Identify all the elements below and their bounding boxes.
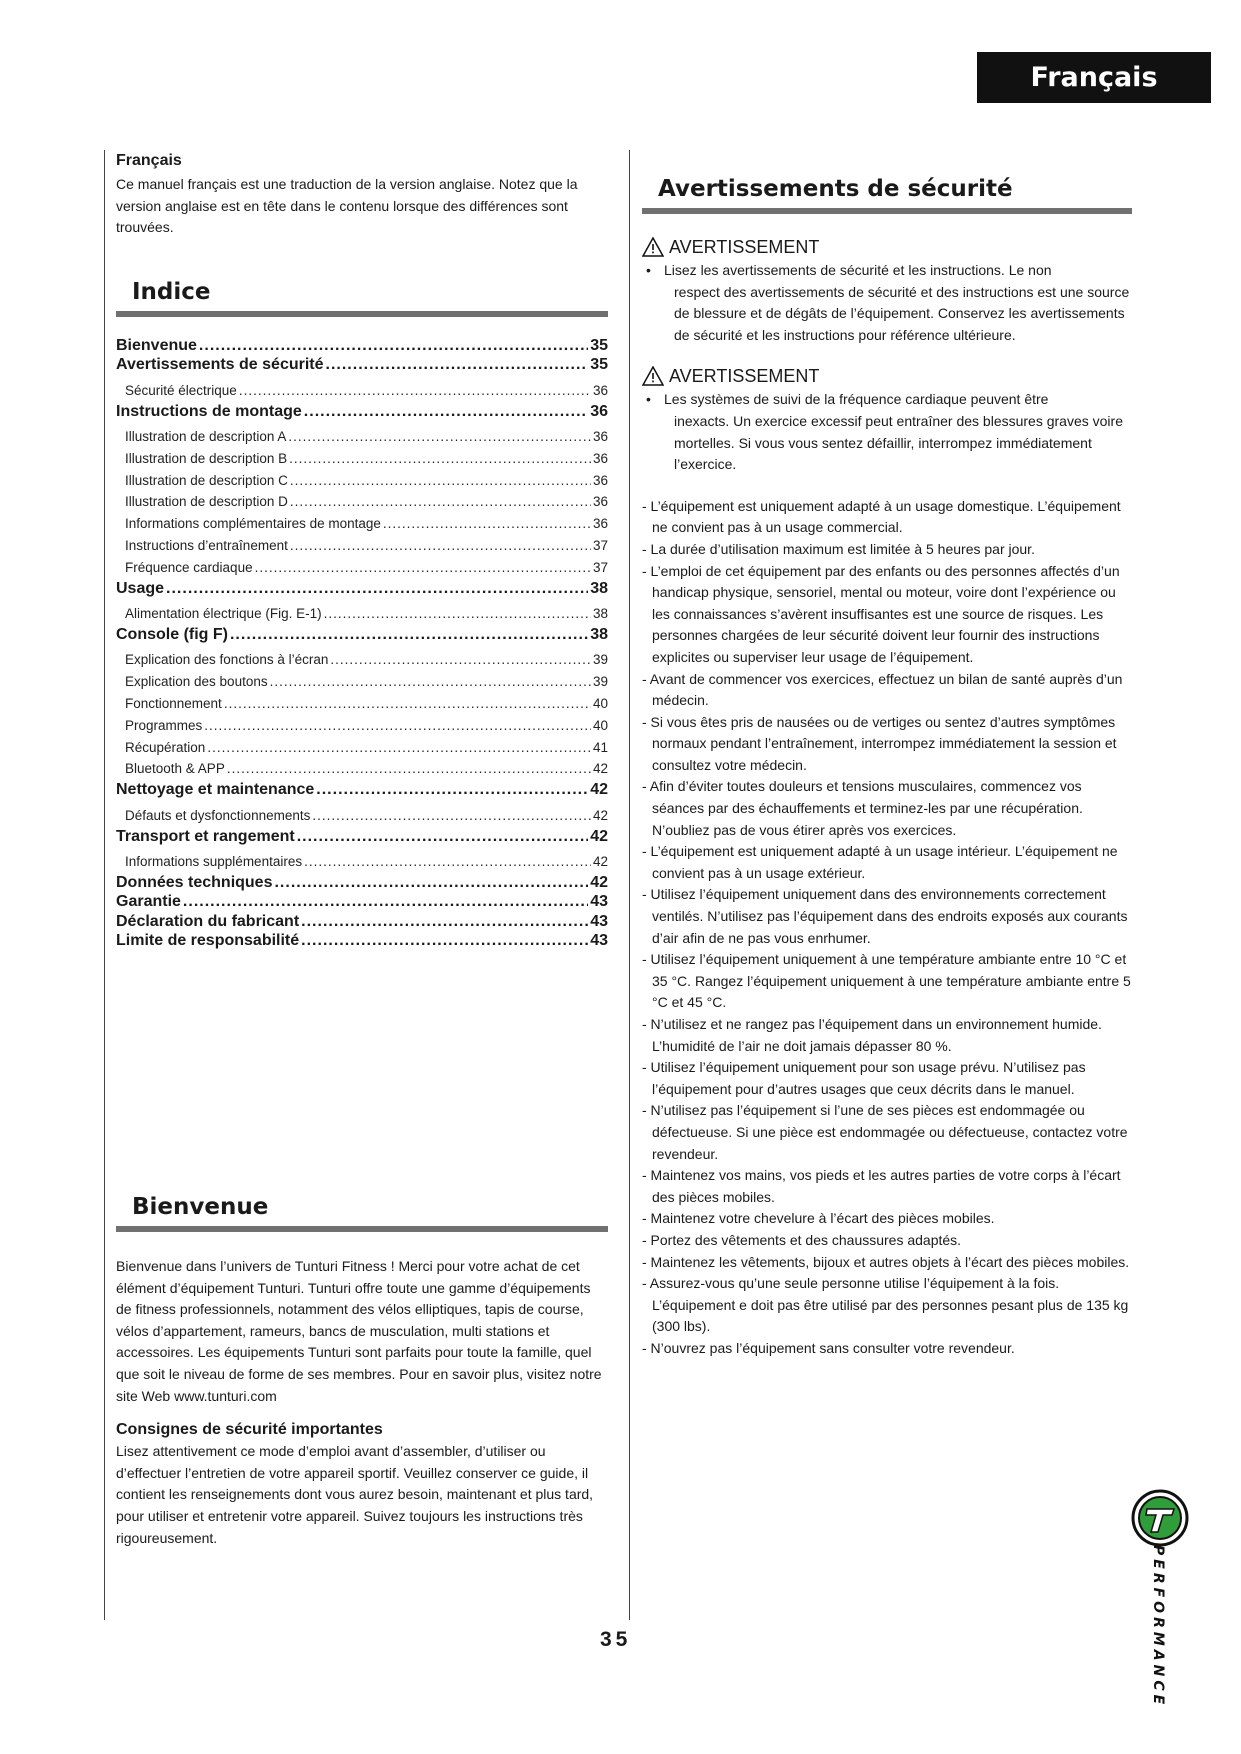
toc-leader-dots: [383, 513, 591, 535]
right-column: [642, 170, 1132, 1360]
toc-entry-sub[interactable]: [116, 535, 608, 557]
toc-entry-sub[interactable]: [116, 693, 608, 715]
toc-entry-label: Instructions d’entraînement: [125, 538, 288, 554]
toc-leader-dots: [330, 649, 591, 671]
safety-item: - Si vous êtes pris de nausées ou de vertiges ou sentez d’autres symptômes normaux pendant l’entraînement, interrompez immédiatement la session et consultez votre médecin.: [642, 713, 1117, 773]
tunturi-logo: [1130, 1488, 1190, 1553]
toc-entry-page: 42: [592, 854, 608, 870]
toc-entry-sub[interactable]: [116, 758, 608, 780]
toc-entry-label: Défauts et dysfonctionnements: [125, 807, 311, 823]
toc-section: [116, 273, 608, 951]
column-divider: [629, 150, 630, 1620]
toc-entry-label: Usage: [116, 579, 165, 597]
toc-entry-label: Illustration de description D: [125, 494, 288, 510]
toc-entry-label: Explication des fonctions à l’écran: [125, 652, 329, 668]
safety-item: - La durée d’utilisation maximum est limitée à 5 heures par jour.: [642, 540, 1035, 557]
bullet-dot: •: [646, 262, 651, 278]
warning-heading: [642, 235, 1132, 259]
toc-entry-sub[interactable]: [116, 851, 608, 873]
toc-entry-label: Alimentation électrique (Fig. E-1): [125, 606, 322, 622]
toc-entry-label: Déclaration du fabricant: [116, 912, 300, 930]
toc-entry-label: Sécurité électrique: [125, 382, 237, 398]
safety-item: - N’ouvrez pas l’équipement sans consulter votre revendeur.: [642, 1339, 1015, 1356]
toc-entry-main[interactable]: [116, 625, 608, 645]
toc-entry-page: 40: [592, 696, 608, 712]
toc-entry-page: 42: [590, 873, 608, 891]
toc-entry-sub[interactable]: [116, 603, 608, 625]
toc-entry-label: Informations complémentaires de montage: [125, 516, 381, 532]
intro-text: Ce manuel français est une traduction de la version anglaise. Notez que la version anglaise est en tête dans le contenu lorsque des différences sont trouvées.: [116, 176, 578, 236]
toc-entry-sub[interactable]: [116, 513, 608, 535]
toc-entry-page: 39: [592, 674, 608, 690]
toc-entry-main[interactable]: [116, 780, 608, 800]
toc-leader-dots: [290, 470, 591, 492]
toc-leader-dots: [297, 827, 589, 847]
toc-entry-page: 40: [592, 717, 608, 733]
welcome-title: Bienvenue: [116, 1188, 608, 1232]
safety-title: Avertissements de sécurité: [642, 170, 1132, 214]
toc-title: Indice: [116, 273, 608, 317]
safety-item: - L’emploi de cet équipement par des enfants ou des personnes affectés d’un handicap physique, sensoriel, mental ou moteur, voire dont l’expérience ou les connaissances s’avèrent insuffisantes est une source de risques. Les personnes chargées de leur sécurité doivent leur fournir des instructions explicites ou superviser leur usage de l’équipement.: [642, 562, 1120, 665]
toc-entry-sub[interactable]: [116, 380, 608, 402]
safety-items-list: [642, 496, 1132, 1360]
toc-leader-dots: [183, 892, 588, 912]
safety-item: - Portez des vêtements et des chaussures adaptés.: [642, 1231, 962, 1248]
warning-text-first-line: Les systèmes de suivi de la fréquence cardiaque peuvent être: [664, 391, 1049, 408]
warnings-block: [642, 235, 1132, 476]
toc-entry-page: 36: [592, 382, 608, 398]
toc-leader-dots: [312, 805, 591, 827]
intro-title: Français: [116, 152, 182, 169]
toc-entry-main[interactable]: [116, 912, 608, 932]
safety-item: - L’équipement est uniquement adapté à un usage domestique. L’équipement ne convient pas à un usage commercial.: [642, 497, 1121, 536]
toc-entry-sub[interactable]: [116, 737, 608, 759]
toc-entry-main[interactable]: [116, 931, 608, 951]
safety-item: - Maintenez vos mains, vos pieds et les autres parties de votre corps à l’écart des pièces mobiles.: [642, 1167, 1121, 1205]
toc-leader-dots: [166, 579, 588, 599]
performance-wordmark: PERFORMANCE: [1150, 1545, 1166, 1709]
warning-text-first-line: Lisez les avertissements de sécurité et les instructions. Le non: [664, 262, 1052, 278]
warning-block: [642, 235, 1132, 346]
toc-entry-label: Console (fig F): [116, 625, 228, 643]
toc-leader-dots: [290, 491, 591, 513]
toc-leader-dots: [301, 912, 588, 932]
warning-heading-text: AVERTISSEMENT: [669, 365, 820, 386]
safety-item: - Utilisez l’équipement uniquement à une température ambiante entre 10 °C et 35 °C. Rangez l’équipement uniquement à une température ambiante entre 5 °C et 45 °C.: [642, 951, 1131, 1011]
toc-leader-dots: [304, 402, 588, 422]
toc-entry-sub[interactable]: [116, 470, 608, 492]
toc-entry-label: Récupération: [125, 739, 206, 755]
toc-leader-dots: [304, 851, 591, 873]
warning-block: [642, 364, 1132, 475]
toc-leader-dots: [288, 426, 591, 448]
toc-entry-label: Fréquence cardiaque: [125, 559, 253, 575]
toc-leader-dots: [239, 380, 591, 402]
safety-item: - N’utilisez et ne rangez pas l’équipement dans un environnement humide. L’humidité de l’air ne doit jamais dépasser 80 %.: [642, 1016, 1102, 1054]
toc-entry-sub[interactable]: [116, 426, 608, 448]
safety-item: - Avant de commencer vos exercices, effectuez un bilan de santé auprès d’un médecin.: [642, 670, 1123, 709]
toc-leader-dots: [204, 715, 591, 737]
warning-bullet: [642, 260, 1132, 346]
warning-text-rest: inexacts. Un exercice excessif peut entraîner des blessures graves voire mortelles. Si vous vous sentez défaillir, interrompez immédiatement l’exercice.: [674, 412, 1123, 473]
toc-leader-dots: [227, 758, 591, 780]
toc-entry-label: Limite de responsabilité: [116, 932, 300, 950]
toc-entry-sub[interactable]: [116, 448, 608, 470]
toc-entry-label: Illustration de description A: [125, 429, 287, 445]
toc-leader-dots: [326, 355, 589, 375]
toc-entry-label: Fonctionnement: [125, 696, 222, 712]
tunturi-t-icon: [1130, 1488, 1190, 1548]
toc-entry-page: 38: [590, 579, 608, 597]
welcome-paragraph: Bienvenue dans l’univers de Tunturi Fitness ! Merci pour votre achat de cet élément d’équipement Tunturi. Tunturi offre toute une gamme d’équipements de fitness professionnels, notamment des vélos elliptiques, tapis de course, vélos d’appartement, rameurs, bancs de musculation, multi stations et accessoires. Les équipements Tunturi sont parfaits pour toute la famille, quel que soit le niveau de forme de ses membres. Pour en savoir plus, visitez notre site Web www.tunturi.com: [116, 1258, 602, 1404]
toc-entry-page: 37: [592, 559, 608, 575]
toc-entry-label: Illustration de description B: [125, 450, 288, 466]
safety-instructions-text: Lisez attentivement ce mode d’emploi avant d’assembler, d’utiliser ou d’effectuer l’entretien de votre appareil sportif. Veuillez conserver ce guide, il contient les renseignements dont vous aurez besoin, maintenant et plus tard, pour utiliser et entretenir votre appareil. Suivez toujours les instructions très rigoureusement.: [116, 1443, 594, 1546]
toc-entry-page: 42: [592, 761, 608, 777]
warning-triangle-icon: [642, 237, 664, 257]
page-number: 35: [600, 1628, 632, 1651]
toc-entry-page: 43: [590, 893, 608, 911]
warning-text-rest: respect des avertissements de sécurité et des instructions est une source de blessure et de dégâts de l’équipement. Conservez les avertissements de sécurité et les instructions pour référence ultérieure.: [674, 283, 1130, 343]
welcome-section: [116, 1188, 608, 1549]
toc-entry-label: Instructions de montage: [116, 402, 302, 420]
toc-entry-label: Avertissements de sécurité: [116, 356, 324, 374]
toc-entry-label: Données techniques: [116, 873, 273, 891]
safety-item: - L’équipement est uniquement adapté à un usage intérieur. L’équipement ne convient pas à un usage extérieur.: [642, 843, 1118, 881]
toc-entry-sub[interactable]: [116, 805, 608, 827]
left-column: [116, 150, 608, 951]
toc-entry-label: Bluetooth & APP: [125, 761, 225, 777]
toc-entry-page: 36: [590, 402, 608, 420]
toc-entry-main[interactable]: [116, 336, 608, 356]
toc-entry-page: 41: [592, 739, 608, 755]
toc-entry-page: 36: [592, 494, 608, 510]
safety-item: - N’utilisez pas l’équipement si l’une de ses pièces est endommagée ou défectueuse. Si une pièce est endommagée ou défectueuse, contactez votre revendeur.: [642, 1102, 1128, 1162]
toc-entry-page: 43: [590, 932, 608, 950]
toc-leader-dots: [289, 448, 591, 470]
toc-entry-page: 36: [592, 516, 608, 532]
toc-leader-dots: [270, 671, 591, 693]
toc-entry-label: Bienvenue: [116, 336, 197, 354]
toc-entry-page: 36: [592, 429, 608, 445]
toc-entry-page: 43: [590, 912, 608, 930]
toc-leader-dots: [316, 780, 588, 800]
toc-entry-sub[interactable]: [116, 671, 608, 693]
toc-leader-dots: [207, 737, 591, 759]
warning-heading: [642, 364, 1132, 388]
toc-entry-page: 38: [592, 606, 608, 622]
toc-leader-dots: [290, 535, 591, 557]
toc-entry-sub[interactable]: [116, 715, 608, 737]
safety-item: - Utilisez l’équipement uniquement pour son usage prévu. N’utilisez pas l’équipement pour d’autres usages que ceux décrits dans le manuel.: [642, 1059, 1086, 1097]
bullet-dot: •: [646, 391, 651, 408]
toc-entry-label: Informations supplémentaires: [125, 854, 303, 870]
toc-leader-dots: [274, 873, 588, 893]
toc-entry-page: 36: [592, 450, 608, 466]
toc-entry-page: 38: [590, 625, 608, 643]
safety-item: - Utilisez l’équipement uniquement dans des environnements correctement ventilés. N’utilisez pas l’équipement dans des endroits exposés aux courants d’air afin de ne pas vous enrhumer.: [642, 886, 1128, 946]
toc-entry-label: Transport et rangement: [116, 827, 295, 845]
warning-heading-text: AVERTISSEMENT: [669, 236, 820, 257]
toc-entry-label: Garantie: [116, 893, 181, 911]
intro-section: [116, 150, 608, 239]
toc-entry-main[interactable]: [116, 873, 608, 893]
toc-entry-main[interactable]: [116, 579, 608, 599]
toc-leader-dots: [230, 625, 588, 645]
safety-item: - Assurez-vous qu’une seule personne utilise l’équipement à la fois. L’équipement e doit pas être utilisé par des personnes pesant plus de 135 kg (300 lbs).: [642, 1275, 1129, 1335]
toc-leader-dots: [301, 931, 588, 951]
safety-item: - Maintenez votre chevelure à l’écart des pièces mobiles.: [642, 1210, 995, 1227]
toc-entry-main[interactable]: [116, 402, 608, 422]
toc-entry-main[interactable]: [116, 892, 608, 912]
toc-entry-page: 35: [590, 356, 608, 374]
toc-entry-page: 39: [592, 652, 608, 668]
toc-leader-dots: [324, 603, 591, 625]
toc-entry-label: Nettoyage et maintenance: [116, 781, 315, 799]
safety-instructions-title: Consignes de sécurité importantes: [116, 1421, 383, 1439]
safety-item: - Afin d’éviter toutes douleurs et tensions musculaires, commencez vos séances par des échauffements et terminez-les par une récupération. N’oubliez pas de vous étirer après vos exercices.: [642, 778, 1083, 838]
toc-entry-main[interactable]: [116, 355, 608, 375]
toc-entry-page: 35: [590, 336, 608, 354]
toc-leader-dots: [255, 557, 591, 579]
toc-entry-main[interactable]: [116, 827, 608, 847]
left-margin-rule: [104, 150, 105, 1620]
toc-entry-sub[interactable]: [116, 491, 608, 513]
toc-entry-label: Explication des boutons: [125, 674, 268, 690]
safety-item: - Maintenez les vêtements, bijoux et autres objets à l’écart des pièces mobiles.: [642, 1253, 1130, 1270]
toc-list: [116, 336, 608, 951]
toc-entry-label: Illustration de description C: [125, 472, 288, 488]
language-tab: Français: [977, 52, 1211, 103]
toc-leader-dots: [224, 693, 591, 715]
warning-bullet: [642, 389, 1132, 475]
toc-entry-sub[interactable]: [116, 557, 608, 579]
toc-entry-page: 42: [590, 827, 608, 845]
toc-entry-page: 42: [592, 807, 608, 823]
toc-entry-label: Programmes: [125, 717, 203, 733]
toc-entry-page: 36: [592, 472, 608, 488]
toc-leader-dots: [199, 336, 588, 356]
toc-entry-sub[interactable]: [116, 649, 608, 671]
toc-entry-page: 37: [592, 538, 608, 554]
toc-entry-page: 42: [590, 781, 608, 799]
warning-triangle-icon: [642, 366, 664, 386]
